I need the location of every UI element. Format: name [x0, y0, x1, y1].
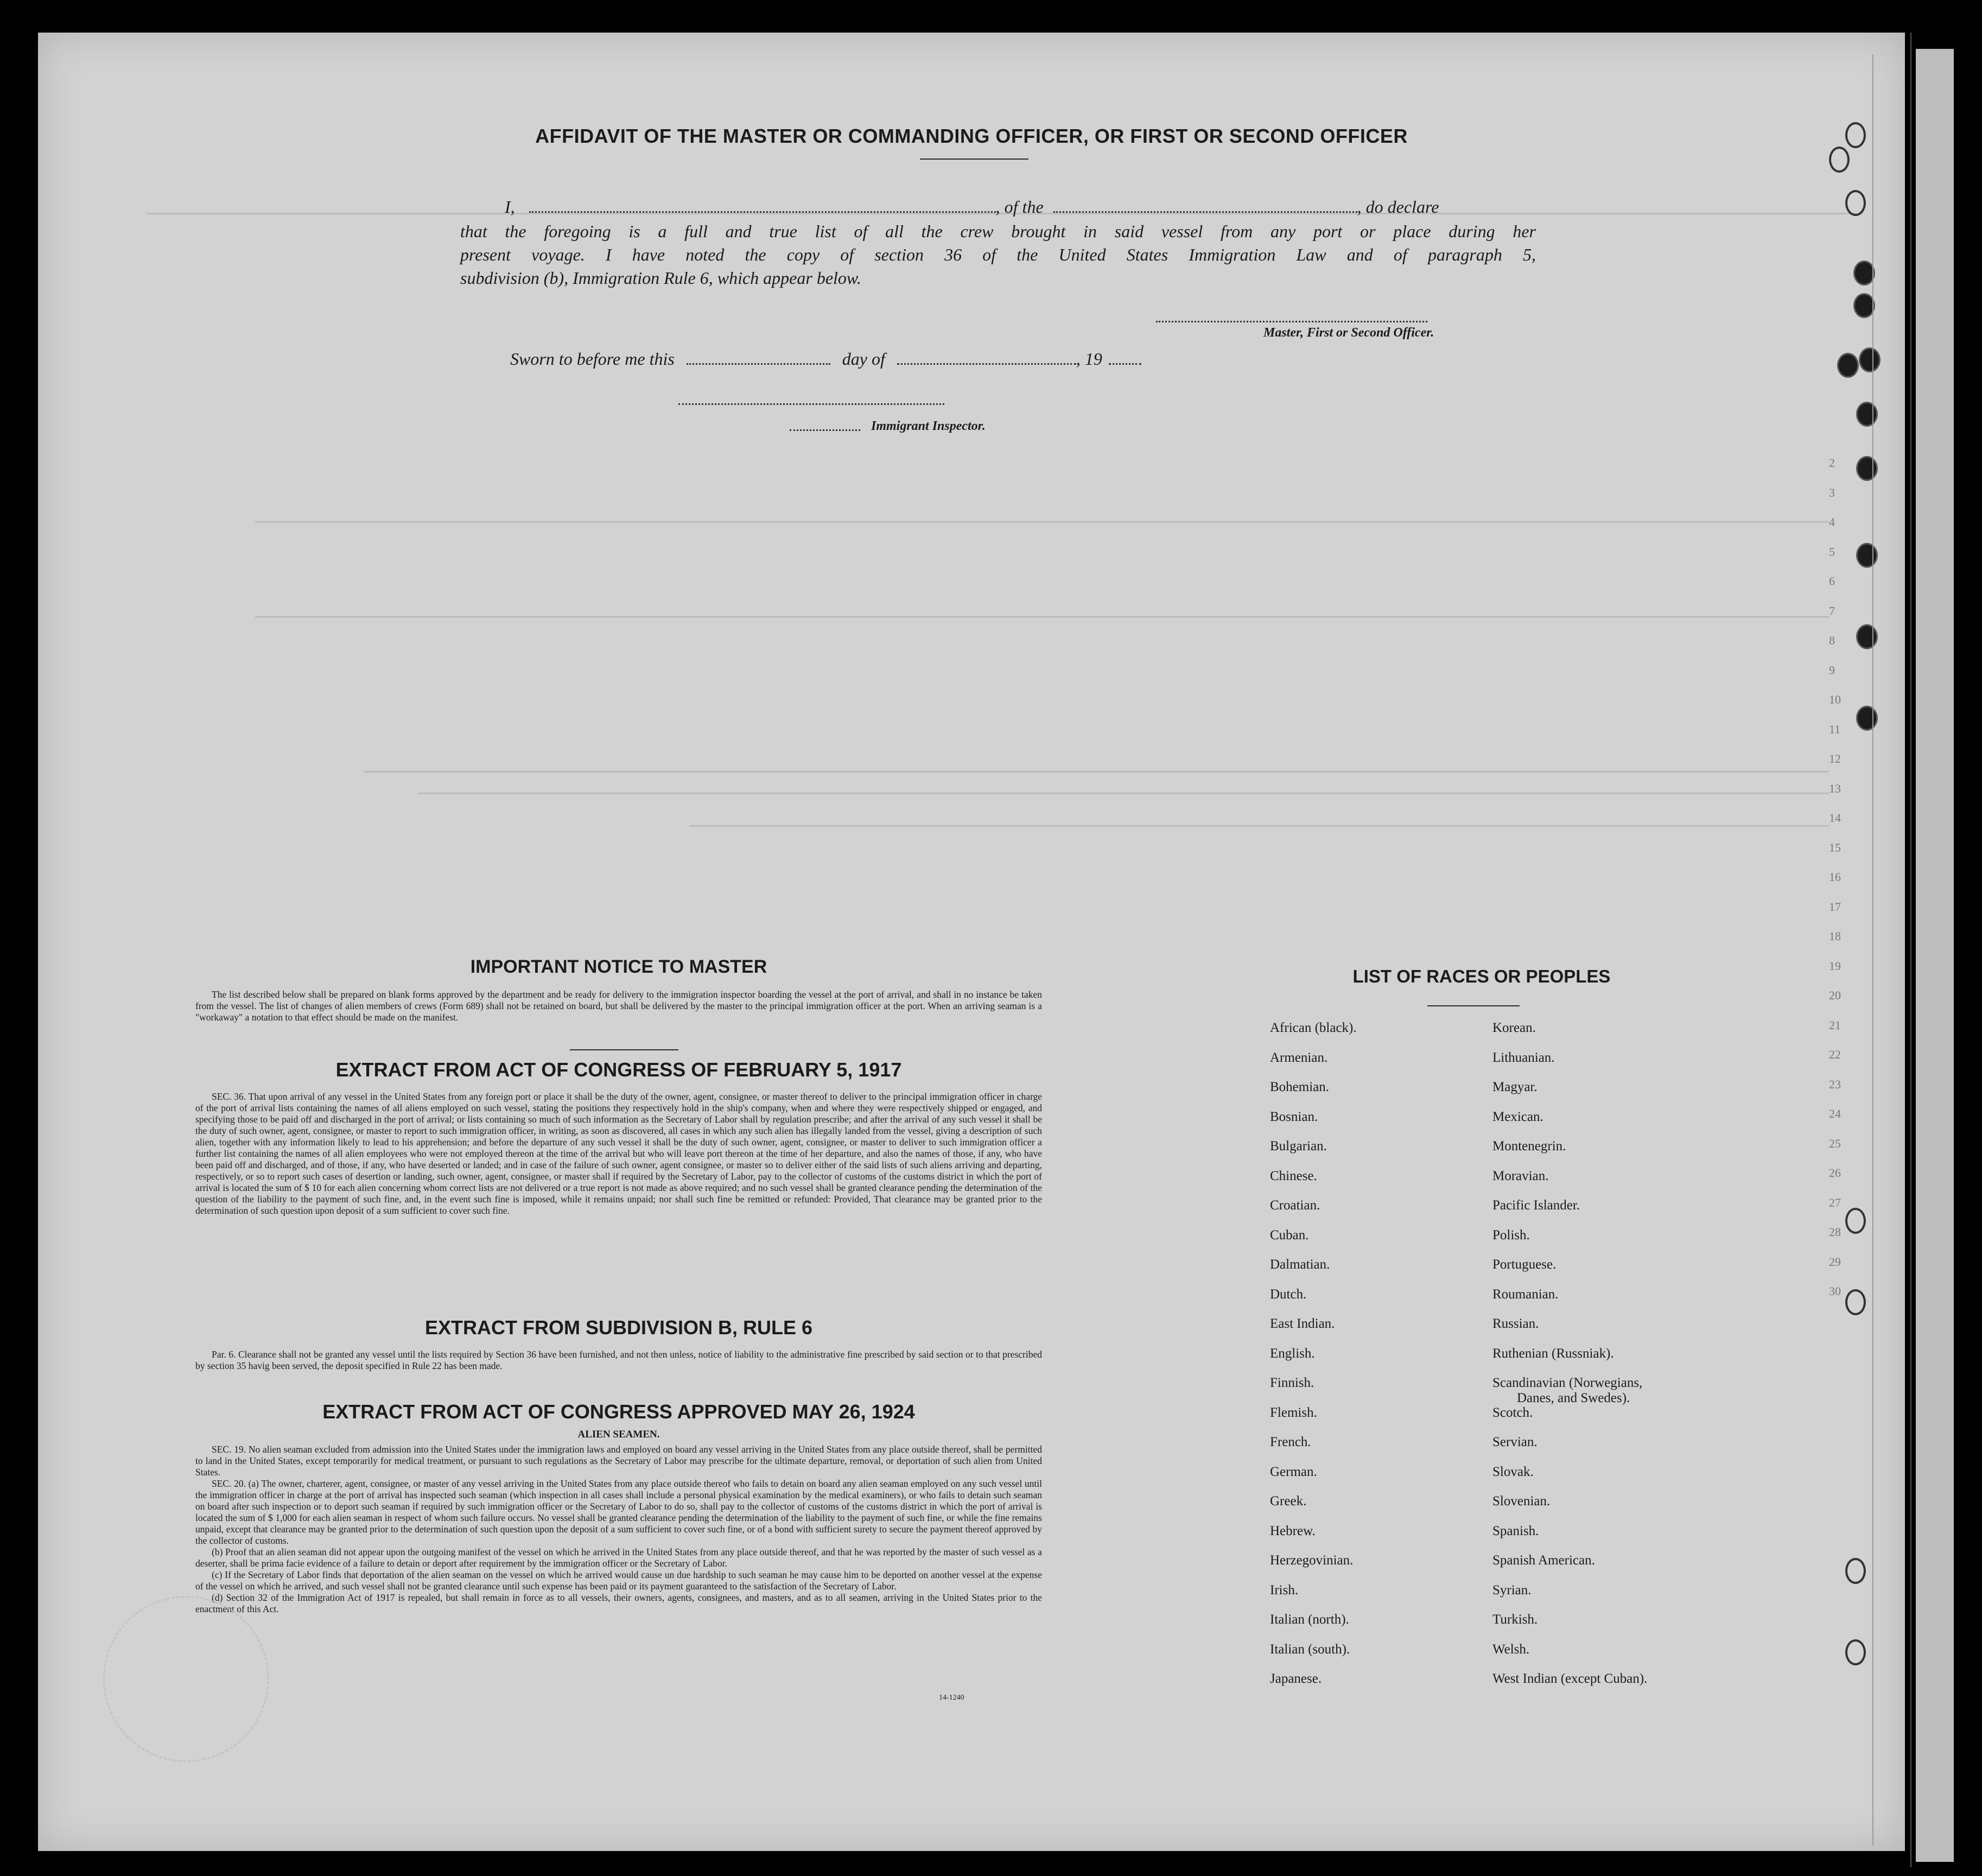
notice-paragraph: The list described below shall be prepared on blank forms approved by the department and be ready for delivery to the immigration inspector boarding the vessel at the port of arrival, and shall in no instance be taken from the vessel. The list of changes of alien members of crews (Form 689) shall not be retained on board, but shall be delivered by the master to the principal immigration officer at the port. When an arriving seaman is a "workaway" a notation to that effect should be made on the manifest.: [195, 989, 1042, 1023]
day-of-label: day of: [842, 349, 885, 369]
inspector-caption: Immigrant Inspector.: [871, 419, 986, 433]
race-item: Lithuanian.: [1492, 1050, 1555, 1065]
margin-row-number: 2: [1829, 456, 1835, 470]
affidavit-line-i: [505, 195, 1536, 218]
punch-hole: [1853, 261, 1875, 286]
race-item: Mexican.: [1492, 1109, 1543, 1124]
heading-underline: [920, 159, 1028, 160]
race-item: Greek.: [1270, 1494, 1307, 1509]
bleed-through-line: [255, 521, 1829, 523]
punch-hole: [1856, 456, 1878, 481]
alien-seamen-subheading: ALIEN SEAMEN.: [577, 1429, 660, 1440]
race-item: Roumanian.: [1492, 1286, 1559, 1302]
affidavit-line-3: subdivision (b), Immigration Rule 6, which appear below.: [460, 268, 861, 288]
name-blank[interactable]: [529, 211, 996, 213]
bleed-through-line: [255, 616, 1829, 618]
affidavit-line-2: present voyage. I have noted the copy of section 36 of the United States Immigration Law and of paragraph 5,: [460, 245, 1536, 264]
race-item: Japanese.: [1270, 1671, 1322, 1686]
race-item: English.: [1270, 1346, 1315, 1361]
margin-row-number: 10: [1829, 693, 1841, 706]
margin-row-number: 6: [1829, 574, 1835, 588]
extract-rule6-text: [195, 1349, 1042, 1372]
margin-row-number: 11: [1829, 722, 1841, 736]
race-item: Korean.: [1492, 1021, 1536, 1035]
sworn-line: [510, 347, 1270, 370]
margin-row-number: 5: [1829, 544, 1835, 559]
sec-36-paragraph: SEC. 36. That upon arrival of any vessel in the United States from any foreign port or place it shall be the duty of the owner, agent, consignee, or master thereof to deliver to the principal immigration officer in charge of the port of arrival lists containing the names of all aliens employed on such vessel, stating the positions they respectively hold in the ship's company, when and where they were respectively shipped or engaged, and specifying those to be paid off and discharged in the port of arrival; or lists containing so much of such information as the Secretary of Labor shall by regulation prescribe; and after the arrival of any such vessel it shall be the duty of such owner, agent, consignee, or master to report to such immigration officer, in writing, as soon as discovered, all cases in which any such alien has illegally landed from the vessel, giving a description of such alien, together with any information likely to lead to his apprehension; and before the departure of any such vessel it shall be the duty of such owner, agent, consignee, or master to deliver to such immigration officer a further list containing the names of all alien employees who were not employed thereon at the time of the arrival but who will leave port thereon at the time of her departure, and also the names of those, if any, who have been paid off and discharged, and of those, if any, who have deserted or landed; and in case of the failure of such owner, agent consignee, or master so to deliver either of the said lists of such aliens arriving and departing, respectively, or so to report such cases of desertion or landing, such owner, agent, consignee, or master shall if required by the Secretary of Labor, pay to the collector of customs of the customs district in which the port of arrival is located the sum of $ 10 for each alien concerning whom correct lists are not delivered or a true report is not made as above required; and no such vessel shall be granted clearance pending the determination of the question of the liability to the payment of such fine, and, in the event such fine is imposed, while it remains unpaid; nor shall such fine be remitted or refunded: Provided, That clearance may be granted prior to the determination of such question upon deposit of a sum sufficient to cover such fine.: [195, 1091, 1042, 1216]
punch-hole: [1837, 353, 1859, 378]
margin-row-number: 3: [1829, 485, 1835, 499]
margin-row-number: 20: [1829, 988, 1841, 1002]
punch-hole: [1845, 1558, 1866, 1584]
margin-row-number: 18: [1829, 929, 1841, 943]
race-item: Montenegrin.: [1492, 1139, 1566, 1154]
extract-1924-text: [195, 1444, 1042, 1615]
race-item: Finnish.: [1270, 1376, 1314, 1390]
extract-1917-text: [195, 1091, 1042, 1216]
margin-row-number: 17: [1829, 899, 1841, 914]
punch-hole: [1856, 706, 1878, 731]
race-item: Italian (north).: [1270, 1612, 1349, 1627]
sec-20d-paragraph: (d) Section 32 of the Immigration Act of 1917 is repealed, but shall remain in force as to all vessels, their owners, agents, consignees, and masters, and as to all seamen, arriving in the United States prior to the enactment of this Act.: [195, 1592, 1042, 1614]
race-item: Armenian.: [1270, 1050, 1328, 1065]
race-item: Servian.: [1492, 1435, 1538, 1449]
extract-1924-heading: EXTRACT FROM ACT OF CONGRESS APPROVED MAY 26, 1924: [322, 1400, 915, 1423]
punch-hole: [1859, 347, 1881, 372]
margin-row-number: 26: [1829, 1166, 1841, 1180]
race-item: Pacific Islander.: [1492, 1198, 1580, 1213]
margin-row-number: 8: [1829, 633, 1835, 647]
race-item: Slovenian.: [1492, 1494, 1551, 1509]
race-item: Ruthenian (Russniak).: [1492, 1346, 1614, 1361]
race-item: West Indian (except Cuban).: [1492, 1671, 1648, 1686]
race-item: Flemish.: [1270, 1405, 1317, 1420]
race-item-continuation: Danes, and Swedes).: [1517, 1391, 1630, 1405]
official-seal-stamp: [103, 1596, 269, 1762]
vessel-blank[interactable]: [1053, 211, 1357, 213]
race-item: Slovak.: [1492, 1464, 1534, 1479]
margin-row-number: 30: [1829, 1284, 1841, 1298]
document-sheet: [38, 33, 1905, 1851]
race-item: Bosnian.: [1270, 1109, 1318, 1124]
bleed-through-line: [689, 825, 1829, 827]
race-item: Dalmatian.: [1270, 1257, 1330, 1272]
race-item: Hebrew.: [1270, 1523, 1316, 1538]
margin-row-number: 19: [1829, 959, 1841, 973]
race-item: Croatian.: [1270, 1198, 1320, 1213]
margin-row-number: 27: [1829, 1195, 1841, 1209]
race-item: French.: [1270, 1435, 1311, 1449]
margin-row-number: 24: [1829, 1107, 1841, 1120]
race-item: Scotch.: [1492, 1405, 1533, 1420]
bleed-through-line: [418, 793, 1829, 794]
notice-heading: IMPORTANT NOTICE TO MASTER: [470, 956, 767, 977]
par-6-paragraph: Par. 6. Clearance shall not be granted any vessel until the lists required by Section 36 have been furnished, and not then unless, notice of liability to the administrative fine prescribed by said section or to that prescribed by section 35 havig been served, the deposit specified in Rule 22 has been made.: [195, 1349, 1042, 1371]
master-signature-caption: Master, First or Second Officer.: [1263, 326, 1434, 340]
sec-20a-paragraph: SEC. 20. (a) The owner, charterer, agent, consignee, or master of any vessel arriving in the United States from any place outside thereof who fails to detain on board any alien seaman employed on any such vessel until the immigration officer in charge at the port of arrival has inspected such seaman (which inspection in all cases shall include a personal physical examination by the medical examiners), or who fails to detain such seaman on board after such inspection or to deport such seaman if required by such immigration officer or the Secretary of Labor to do so, shall pay to the collector of customs of the customs district in which the port of arrival is located the sum of $ 1,000 for each alien seaman in respect of whom such failure occurs. No vessel shall be granted clearance pending the determination of the liability to the payment of such fine, or while the fine remains unpaid, except that clearance may be granted prior to the determination of such question upon the deposit of a sum sufficient to cover such fine, or of a bond with sufficient surety to secure the payment thereof approved by the collector of customs.: [195, 1478, 1042, 1546]
punch-hole: [1845, 1639, 1866, 1665]
race-item: Cuban.: [1270, 1227, 1309, 1243]
race-item: African (black).: [1270, 1021, 1357, 1035]
race-item: German.: [1270, 1464, 1317, 1479]
next-page-edge: [1916, 49, 1954, 1862]
race-item: Spanish American.: [1492, 1553, 1595, 1568]
master-signature-blank[interactable]: [1156, 320, 1427, 322]
margin-row-number: 15: [1829, 840, 1841, 854]
margin-row-number: 4: [1829, 515, 1835, 529]
of-the-label: , of the: [995, 197, 1044, 217]
year-label: , 19: [1076, 349, 1102, 369]
race-item: Chinese.: [1270, 1168, 1317, 1183]
race-item: Welsh.: [1492, 1642, 1530, 1657]
month-blank[interactable]: [897, 363, 1076, 365]
race-item: Scandinavian (Norwegians,: [1492, 1376, 1643, 1390]
races-heading: LIST OF RACES OR PEOPLES: [1352, 966, 1611, 986]
extract-rule6-heading: EXTRACT FROM SUBDIVISION B, RULE 6: [424, 1316, 813, 1339]
race-item: Bulgarian.: [1270, 1139, 1327, 1154]
races-right-column: [1492, 1021, 1764, 1742]
margin-row-number: 12: [1829, 752, 1841, 765]
sworn-label: Sworn to before me this: [510, 349, 675, 369]
punch-hole: [1856, 543, 1878, 568]
sec-20c-paragraph: (c) If the Secretary of Labor finds that deportation of the alien seaman on the vessel on which he arrived would cause un due hardship to such seaman he may cause him to be deported on another vessel at the expense of the vessel on which he arrived, and such vessel shall not be granted clearance until such expense has been paid or its payment guaranteed to the satisfaction of the Secretary of Labor.: [195, 1569, 1042, 1592]
margin-row-number: 14: [1829, 811, 1841, 825]
bleed-through-line: [364, 771, 1829, 772]
race-item: East Indian.: [1270, 1316, 1335, 1331]
margin-row-number: 21: [1829, 1018, 1841, 1032]
race-item: Bohemian.: [1270, 1080, 1330, 1094]
punch-hole: [1845, 190, 1866, 216]
race-item: Magyar.: [1492, 1080, 1538, 1094]
margin-row-number: 28: [1829, 1225, 1841, 1239]
do-declare-label: , do declare: [1357, 197, 1439, 217]
punch-hole: [1856, 402, 1878, 427]
margin-row-number: 16: [1829, 870, 1841, 884]
race-item: Portuguese.: [1492, 1257, 1557, 1272]
punch-hole: [1845, 1208, 1866, 1234]
margin-row-number: 13: [1829, 781, 1841, 795]
race-item: Herzegovinian.: [1270, 1553, 1354, 1568]
race-item: Turkish.: [1492, 1612, 1538, 1627]
race-item: Irish.: [1270, 1582, 1299, 1598]
race-item: Polish.: [1492, 1227, 1530, 1243]
margin-row-number: 9: [1829, 663, 1835, 677]
race-item: Italian (south).: [1270, 1642, 1350, 1657]
day-blank[interactable]: [687, 363, 830, 365]
margin-rule: [1872, 54, 1873, 1846]
sheet-right-edge-line: [1910, 33, 1911, 1867]
margin-row-number: 29: [1829, 1254, 1841, 1269]
extract-1917-heading: EXTRACT FROM ACT OF CONGRESS OF FEBRUARY 5, 1917: [335, 1059, 902, 1081]
race-item: Dutch.: [1270, 1286, 1307, 1302]
sec-20b-paragraph: (b) Proof that an alien seaman did not appear upon the outgoing manifest of the vessel on which he arrived in the United States from any place outside thereof, and that he was reported by the master of such vessel as a deserter, shall be prima facie evidence of a failure to detain or deport after requirement by the immigration officer or the Secretary of Labor.: [195, 1547, 1042, 1569]
races-heading-underline: [1427, 1005, 1520, 1006]
year-blank[interactable]: [1109, 363, 1141, 365]
race-item: Spanish.: [1492, 1523, 1539, 1538]
margin-row-number: 22: [1829, 1048, 1841, 1061]
race-item: Russian.: [1492, 1316, 1539, 1331]
margin-row-number: 23: [1829, 1077, 1841, 1091]
margin-row-number: 7: [1829, 604, 1835, 618]
punch-hole: [1845, 122, 1866, 148]
notice-text: [195, 989, 1042, 1023]
margin-row-number: 25: [1829, 1136, 1841, 1150]
race-item: Syrian.: [1492, 1582, 1532, 1598]
i-label: I,: [505, 197, 515, 217]
punch-hole: [1845, 1289, 1866, 1315]
form-number: 14-1240: [939, 1694, 964, 1702]
race-item: Moravian.: [1492, 1168, 1549, 1183]
punch-hole: [1856, 624, 1878, 649]
sec-19-paragraph: SEC. 19. No alien seaman excluded from admission into the United States under the immigration laws and employed on board any vessel arriving in the United States from any place outside thereof, shall be permitted to land in the United States, except temporarily for medical treatment, or pursuant to such regulations as the Secretary of Labor may prescribe for the ultimate departure, removal, or deportation of such alien from United States.: [195, 1444, 1042, 1478]
affidavit-line-1: that the foregoing is a full and true list of all the crew brought in said vessel from any port or place during her: [460, 221, 1536, 241]
punch-hole: [1829, 147, 1850, 173]
punch-hole: [1853, 293, 1875, 318]
inspector-short-blank[interactable]: [790, 429, 860, 431]
inspector-signature-blank[interactable]: [678, 403, 944, 405]
section-divider: [570, 1049, 678, 1050]
affidavit-heading: AFFIDAVIT OF THE MASTER OR COMMANDING OFFICER, OR FIRST OR SECOND OFFICER: [535, 125, 1408, 147]
